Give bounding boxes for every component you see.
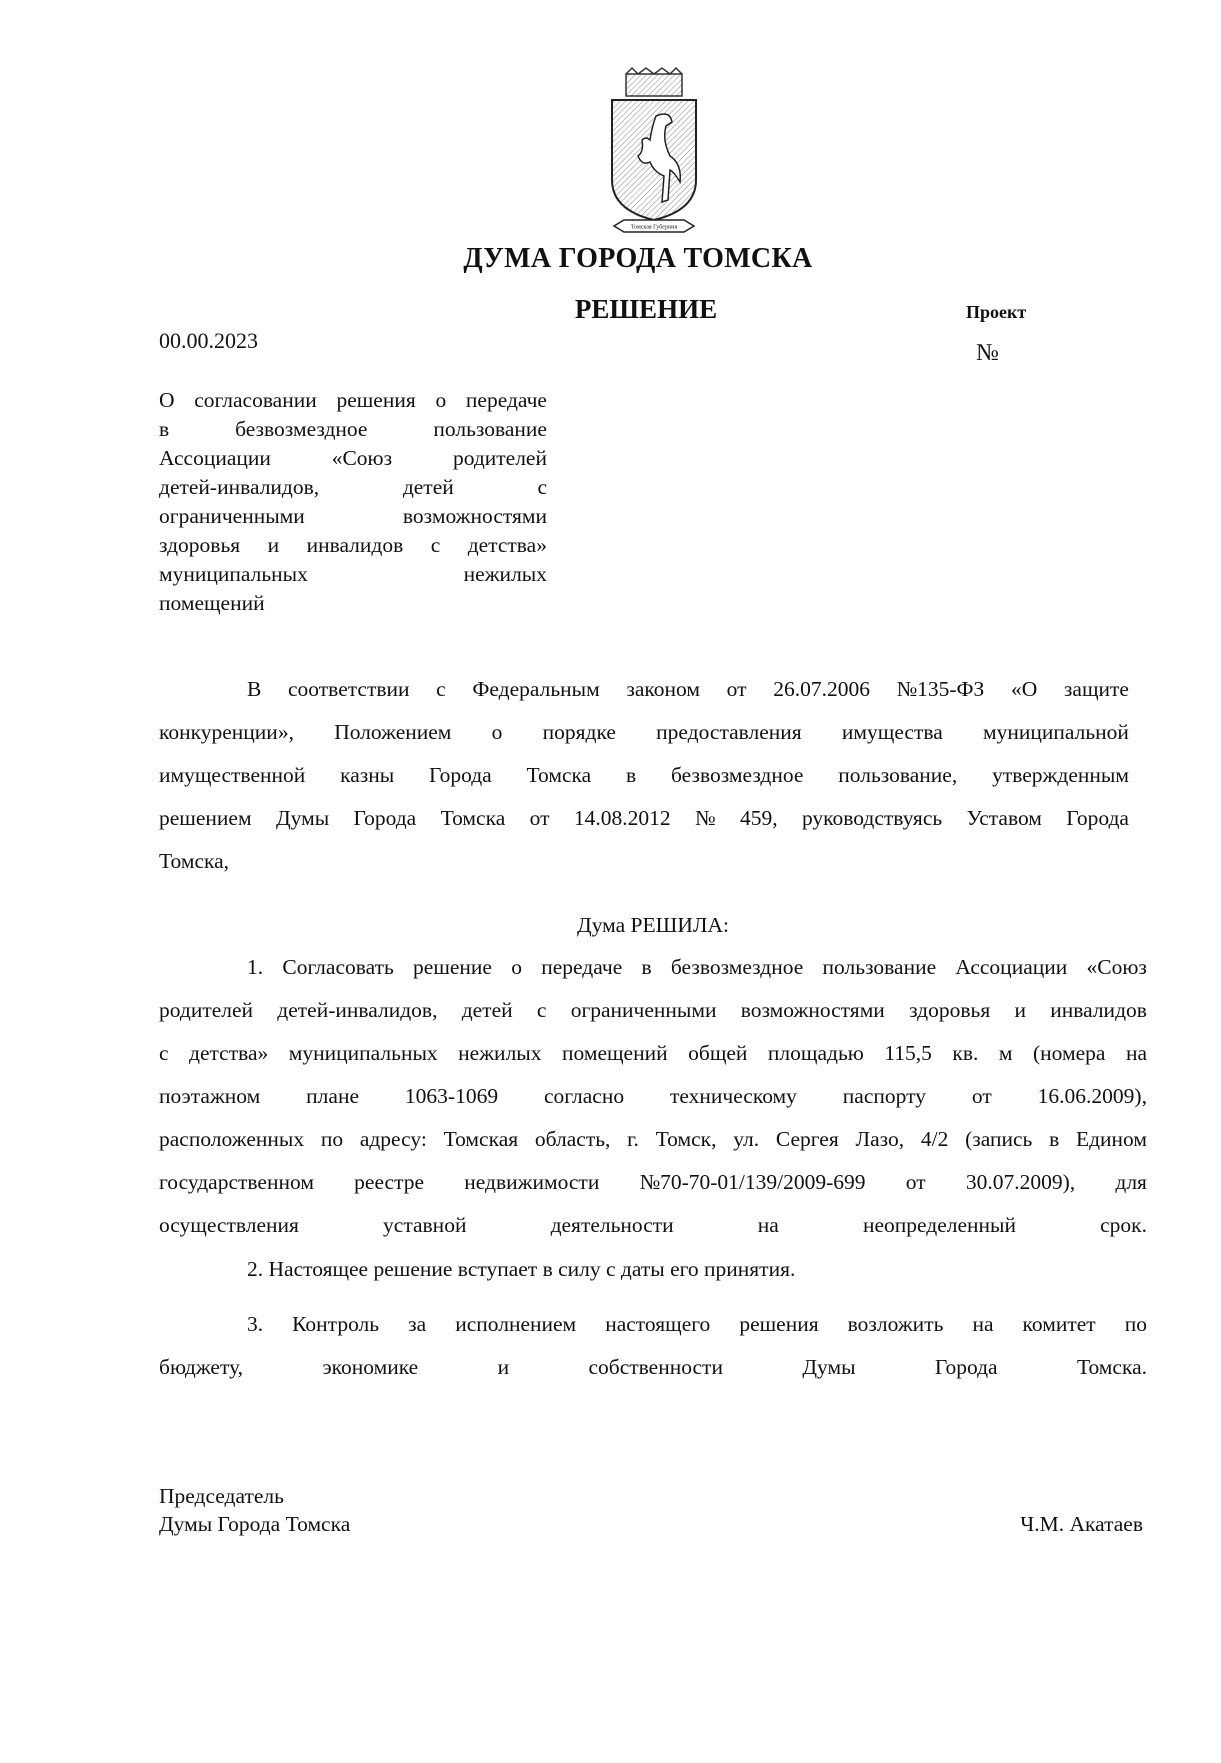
- item-2: 2. Настоящее решение вступает в силу с даты его принятия.: [247, 1257, 796, 1281]
- item-1: [159, 946, 1147, 1247]
- text-line: государственном реестре недвижимости №70-70-01/139/2009-699 от 30.07.2009), для: [159, 1170, 1147, 1194]
- draft-label: Проект: [966, 302, 1027, 322]
- signatory-name: Ч.М. Акатаев: [1020, 1512, 1143, 1536]
- text-line: расположенных по адресу: Томская область, г. Томск, ул. Сергея Лазо, 4/2 (запись в Едином: [159, 1127, 1147, 1151]
- document-type: РЕШЕНИЕ: [574, 294, 718, 324]
- text-line: О согласовании решения о передаче: [159, 388, 547, 412]
- subject-block: [159, 386, 547, 618]
- organization-title: ДУМА ГОРОДА ТОМСКА: [463, 243, 813, 274]
- text-line: конкуренции», Положением о порядке предоставления имущества муниципальной: [159, 720, 1129, 744]
- position-line-1: Председатель: [159, 1484, 284, 1508]
- number-label: №: [976, 340, 999, 366]
- text-line: 3. Контроль за исполнением настоящего решения возложить на комитет по: [247, 1312, 1147, 1336]
- text-line: в безвозмездное пользование: [159, 417, 547, 441]
- text-line: 1. Согласовать решение о передаче в безвозмездное пользование Ассоциации «Союз: [247, 955, 1147, 979]
- text-line: бюджету, экономике и собственности Думы Города Томска.: [159, 1355, 1147, 1379]
- preamble: [159, 668, 1129, 883]
- text-line: Томска,: [159, 849, 230, 873]
- text-line: ограниченными возможностями: [159, 504, 547, 528]
- text-line: Ассоциации «Союз родителей: [159, 446, 547, 470]
- text-line: родителей детей-инвалидов, детей с ограниченными возможностями здоровья и инвалидов: [159, 998, 1147, 1022]
- text-line: детей-инвалидов, детей с: [159, 475, 547, 499]
- coat-of-arms-icon: [604, 66, 704, 240]
- text-line: муниципальных нежилых: [159, 562, 547, 586]
- position-line-2: Думы Города Томска: [159, 1512, 351, 1536]
- text-line: решением Думы Города Томска от 14.08.2012 № 459, руководствуясь Уставом Города: [159, 806, 1129, 830]
- document-date: 00.00.2023: [159, 328, 258, 353]
- coat-of-arms-motto: Томская Губерния: [630, 224, 678, 231]
- resolved-heading: Дума РЕШИЛА:: [577, 913, 729, 937]
- text-line: здоровья и инвалидов с детства»: [159, 533, 547, 557]
- text-line: имущественной казны Города Томска в безвозмездное пользование, утвержденным: [159, 763, 1129, 787]
- text-line: осуществления уставной деятельности на неопределенный срок.: [159, 1213, 1147, 1237]
- signature-position: [159, 1482, 350, 1538]
- text-line: помещений: [159, 591, 265, 615]
- text-line: В соответствии с Федеральным законом от 26.07.2006 №135-ФЗ «О защите: [247, 677, 1129, 701]
- text-line: поэтажном плане 1063-1069 согласно техническому паспорту от 16.06.2009),: [159, 1084, 1147, 1108]
- item-3: [159, 1303, 1147, 1389]
- text-line: с детства» муниципальных нежилых помещений общей площадью 115,5 кв. м (номера на: [159, 1041, 1147, 1065]
